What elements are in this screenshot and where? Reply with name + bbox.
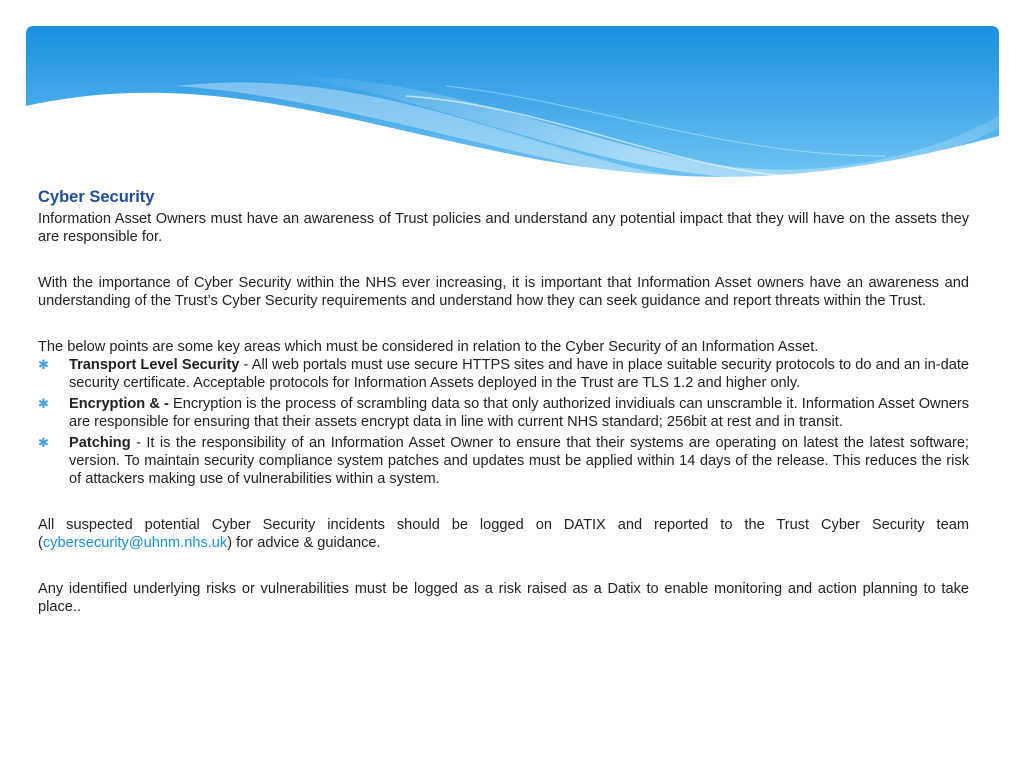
- content-area: [38, 186, 969, 617]
- bullet-text: It is the responsibility of an Information Asset Owner to ensure that their systems are operating on latest the latest software; version. To maintain security compliance system patches and updates must be applied within 14 days of the release. This reduces the risk of attackers making use of vulnerabilities within a system.: [69, 434, 969, 488]
- closing-paragraph: Any identified underlying risks or vulnerabilities must be logged as a risk raised as a Datix to enable monitoring and action planning to take place..: [38, 580, 969, 616]
- bullet-separator: -: [159, 395, 173, 412]
- page-title: Cyber Security: [38, 188, 155, 206]
- bullet-heading: Transport Level Security: [69, 357, 240, 374]
- bullet-separator: -: [130, 434, 147, 451]
- reporting-text-after: ) for advice & guidance.: [227, 535, 381, 552]
- reporting-paragraph: [38, 516, 969, 553]
- intro-paragraph: Information Asset Owners must have an awareness of Trust policies and understand any potential impact that they will have on the assets they are responsible for.: [38, 211, 969, 246]
- list-item: [38, 356, 969, 393]
- bullet-text: Encryption is the process of scrambling data so that only authorized invidiuals can unscramble it. Information Asset Owners are responsible for ensuring that their assets encrypt data in line with current NHS standard; 256bit at rest and in transit.: [69, 395, 969, 431]
- list-item: [38, 434, 969, 489]
- asterisk-bullet-icon: ✱: [38, 434, 49, 450]
- bullet-text: All web portals must use secure HTTPS sites and have in place suitable security protocols to do and an in-date security certificate. Acceptable protocols for Information Assets deployed in the Trust are TLS 1.2 and higher only.: [69, 357, 970, 392]
- bullet-separator: -: [239, 357, 252, 374]
- importance-paragraph: With the importance of Cyber Security within the NHS ever increasing, it is important that Information Asset owners have an awareness and understanding of the Trust’s Cyber Security requirements and understand how they can seek guidance and report threats within the Trust.: [38, 274, 969, 310]
- list-item: [38, 395, 969, 432]
- asterisk-bullet-icon: ✱: [38, 395, 49, 411]
- header-banner: [26, 26, 999, 186]
- asterisk-bullet-icon: ✱: [38, 357, 49, 373]
- cyber-security-email-link[interactable]: cybersecurity@uhnm.nhs.uk: [42, 535, 228, 552]
- bullet-heading: Patching: [69, 434, 131, 451]
- reporting-text-before: All suspected potential Cyber Security incidents should be logged on DATIX and reported to the Trust Cyber Security team (: [38, 516, 969, 552]
- key-areas-intro: The below points are some key areas which must be considered in relation to the Cyber Security of an Information Asset.: [38, 338, 819, 355]
- bullet-heading: Encryption &: [69, 395, 160, 412]
- key-areas-list: [38, 356, 969, 489]
